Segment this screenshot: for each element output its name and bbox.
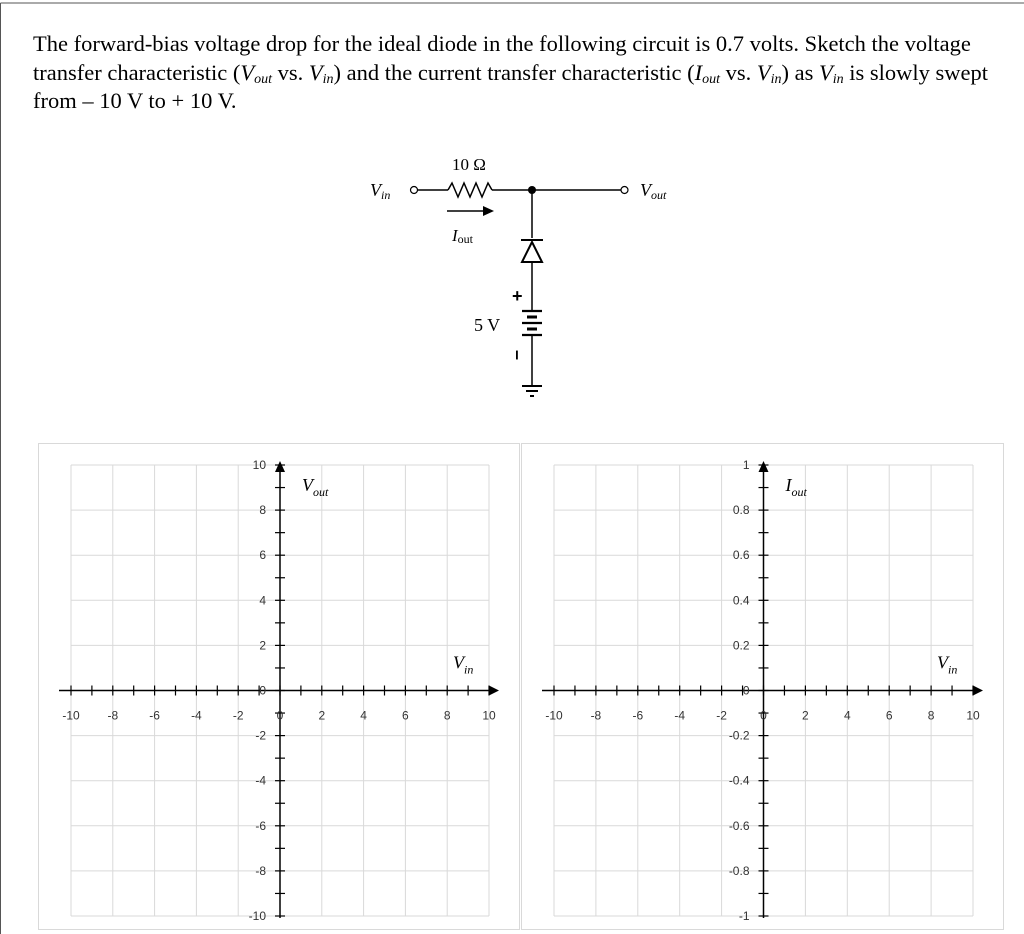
- iout-vs-vin-chart[interactable]: [521, 443, 1004, 930]
- x-tick-label: 0: [760, 708, 767, 723]
- circuit-vout-sub: out: [651, 188, 667, 202]
- y-tick-label: -8: [255, 863, 266, 878]
- vin-symbol-2: V: [756, 59, 771, 85]
- x-tick-label: 4: [360, 708, 367, 723]
- problem-text-3: ) and the current transfer characteristic (: [333, 59, 695, 85]
- y-axis-label-symbol: I: [785, 475, 792, 495]
- y-tick-label: -6: [255, 818, 266, 833]
- y-tick-label: 4: [259, 593, 266, 608]
- y-axis-label-subscript: out: [313, 485, 329, 499]
- x-axis-label-subscript: in: [464, 662, 474, 677]
- y-tick-label: 10: [252, 458, 266, 472]
- y-tick-label: -0.6: [728, 818, 750, 833]
- x-tick-label: 4: [843, 708, 851, 723]
- vout-subscript: out: [254, 71, 273, 87]
- iout-subscript: out: [702, 71, 720, 87]
- x-axis-label-symbol: V: [937, 652, 948, 673]
- vin-symbol-3: V: [819, 59, 833, 85]
- y-tick-label: 1: [742, 458, 750, 472]
- x-tick-label: 2: [318, 708, 326, 723]
- x-axis-label-subscript: in: [948, 662, 958, 677]
- circuit-vin-label: [370, 180, 390, 202]
- x-tick-label: 8: [927, 708, 935, 723]
- y-tick-label: 0.6: [732, 548, 750, 563]
- x-tick-label: -2: [716, 708, 727, 723]
- circuit-iout-sym: I: [452, 226, 458, 245]
- y-axis-label-symbol: V: [302, 475, 313, 495]
- y-tick-label: 0: [259, 683, 266, 698]
- y-tick-label: -0.8: [728, 863, 750, 878]
- x-axis-label-symbol: V: [453, 652, 464, 673]
- x-tick-label: 2: [802, 708, 809, 723]
- y-tick-label: -10: [248, 909, 266, 923]
- y-tick-label: 6: [259, 548, 266, 563]
- circuit-iout-sub: out: [457, 232, 474, 246]
- y-tick-label: -4: [255, 773, 266, 788]
- problem-text-4: vs.: [719, 59, 757, 85]
- y-tick-label: 0.8: [732, 503, 750, 518]
- y-tick-label: 8: [259, 503, 266, 518]
- circuit-vin-sym: V: [370, 180, 381, 200]
- circuit-vin-sub: in: [381, 188, 391, 202]
- vin-subscript-3: in: [832, 71, 844, 87]
- x-tick-label: -10: [62, 708, 80, 723]
- y-tick-label: -0.4: [728, 773, 750, 788]
- y-tick-label: 0: [742, 683, 750, 698]
- diode-icon: [522, 242, 542, 262]
- vin-subscript-2: in: [770, 71, 782, 87]
- x-tick-label: -8: [107, 708, 119, 723]
- circuit-vout-label: [640, 180, 667, 202]
- vin-terminal: [411, 187, 418, 194]
- x-tick-label: 10: [482, 708, 496, 723]
- vout-vs-vin-chart[interactable]: [38, 443, 520, 930]
- vout-symbol: V: [240, 59, 255, 85]
- x-tick-label: -8: [590, 708, 602, 723]
- circuit-iout-label: [451, 226, 474, 246]
- x-tick-label: 8: [443, 708, 451, 723]
- y-tick-label: 0.4: [732, 593, 750, 608]
- battery-minus-label: –: [508, 350, 528, 361]
- battery-label: 5 V: [474, 315, 501, 335]
- problem-text-6: is slowly swept from – 10 V to + 10 V.: [33, 59, 989, 113]
- vout-terminal: [621, 187, 628, 194]
- x-tick-label: 0: [276, 708, 284, 723]
- x-tick-label: -10: [545, 708, 563, 723]
- y-tick-label: 2: [259, 638, 266, 653]
- x-tick-label: -6: [149, 708, 160, 723]
- x-tick-label: 10: [966, 708, 980, 723]
- y-tick-label: -2: [255, 728, 266, 743]
- x-tick-label: -4: [674, 708, 686, 723]
- x-tick-label: 6: [885, 708, 893, 723]
- current-arrow-icon: [483, 206, 494, 216]
- problem-text-2: vs.: [272, 59, 309, 85]
- iout-symbol: I: [694, 59, 703, 85]
- y-tick-label: 0.2: [732, 638, 750, 653]
- vin-subscript: in: [322, 71, 334, 87]
- y-tick-label: -0.2: [728, 728, 750, 743]
- y-axis-label-subscript: out: [791, 485, 807, 499]
- x-tick-label: -4: [191, 708, 202, 723]
- circuit-diagram: [0, 0, 1024, 440]
- battery-plus-label: +: [512, 286, 523, 306]
- vin-symbol: V: [308, 59, 323, 85]
- resistor-label: 10 Ω: [452, 155, 486, 174]
- problem-text-5: ) as: [781, 59, 820, 85]
- x-tick-label: 6: [402, 708, 409, 723]
- x-tick-label: -6: [632, 708, 644, 723]
- x-tick-label: -2: [232, 708, 244, 723]
- circuit-vout-sym: V: [640, 180, 651, 200]
- resistor-symbol: [448, 183, 492, 197]
- problem-text-1: The forward-bias voltage drop for the ideal diode in the following circuit is 0.7 volts. Sketch the voltage transfer characteristic (: [33, 31, 971, 85]
- y-tick-label: -1: [738, 909, 750, 923]
